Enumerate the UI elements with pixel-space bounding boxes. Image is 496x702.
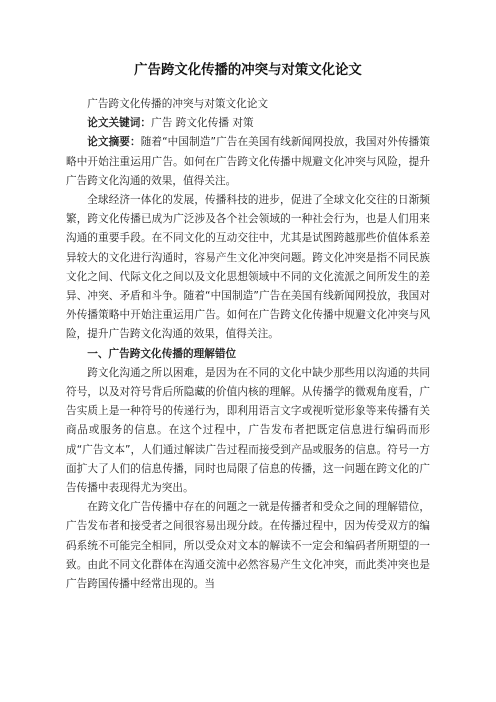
body-paragraph: 跨文化沟通之所以困难，是因为在不同的文化中缺少那些用以沟通的共同符号，以及对符号背后所隐藏的价值内核的理解。从传播学的微观角度看，广告实质上是一种符号的传递行为，即利用语言文字或视听觉形象等来传播有关商品或服务的信息。在这个过程中，广告发布者把既定信息进行编码而形成“广告文本”，人们通过解读广告过程而接受到产品或服务的信息。符号一方面扩大了人们的信息传播，同时也局限了信息的传播，这一问题在跨文化的广告传播中表现得尤为突出。	[66, 366, 430, 495]
keywords-line	[66, 114, 430, 133]
abstract-label: 论文摘要：	[87, 136, 141, 149]
keywords-text: 广告 跨文化传播 对策	[151, 117, 254, 130]
document-title: 广告跨文化传播的冲突与对策文化论文	[134, 63, 362, 78]
abstract-text: 随着“中国制造”广告在美国有线新闻网投放，我国对外传播策略中开始注重运用广告。如何在广告跨文化传播中规避文化冲突与风险，提升广告跨文化沟通的效果，值得关注。	[66, 136, 431, 187]
abstract-paragraph	[66, 133, 430, 191]
body-paragraph: 全球经济一体化的发展，传播科技的进步，促进了全球文化交往的日渐频繁，跨文化传播已成为广泛涉及各个社会领域的一种社会行为，也是人们用来沟通的重要手段。在不同文化的互动交往中，尤其是试图跨越那些价值体系差异较大的文化进行沟通时，容易产生文化冲突问题。跨文化冲突是指不同民族文化之间、代际文化之间以及文化思想领域中不同的文化流派之间所发生的差异、冲突、矛盾和斗争。随着“中国制造”广告在美国有线新闻网投放，我国对外传播策略中开始注重运用广告。如何在广告跨文化传播中规避文化冲突与风险，提升广告跨文化沟通的效果，值得关注。	[66, 194, 430, 341]
document-subtitle: 广告跨文化传播的冲突与对策文化论文	[87, 98, 269, 110]
body-paragraph: 在跨文化广告传播中存在的问题之一就是传播者和受众之间的理解错位，广告发布者和接受者之间很容易出现分歧。在传播过程中，因为传受双方的编码系统不可能完全相同，所以受众对文本的解读不一定会和编码者所期望的一致。由此不同文化群体在沟通交流中必然容易产生文化冲突，而此类冲突也是广告跨国传播中经常出现的。当	[66, 501, 430, 591]
section-heading: 一、广告跨文化传播的理解错位	[87, 347, 237, 360]
keywords-label: 论文关键词：	[87, 117, 152, 130]
